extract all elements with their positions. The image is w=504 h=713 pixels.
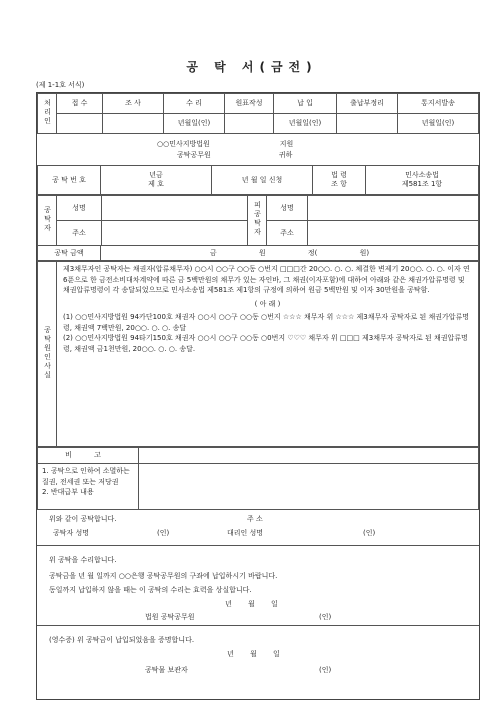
- accept-line-3: 동일까지 납입하지 않을 때는 이 공탁의 수리는 효력을 상실합니다.: [49, 586, 252, 594]
- process-side-label: 처리인: [38, 94, 57, 134]
- depositee-address-label: 주소: [267, 221, 308, 246]
- court-block: [157, 139, 357, 160]
- request-depositor-label: 공탁자 성명: [53, 529, 90, 537]
- form-frame: [36, 92, 480, 700]
- law-value: 민사소송법 제581조 1항: [366, 166, 479, 195]
- depositee-address-field[interactable]: [308, 221, 479, 246]
- process-table: [37, 93, 479, 134]
- request-seal-2: (인): [363, 529, 376, 537]
- request-line: 위와 같이 공탁합니다.: [49, 515, 117, 523]
- accept-section: [37, 545, 479, 626]
- remarks-text-2: 2. 반대급부 내용: [42, 488, 94, 496]
- court-branch: 지원: [279, 140, 294, 148]
- process-col-accept: 수 리: [164, 94, 225, 114]
- process-date-4[interactable]: [225, 114, 274, 134]
- remarks-field[interactable]: [139, 464, 479, 510]
- process-col-payment: 납 입: [274, 94, 337, 114]
- remarks-label: 비 고: [38, 448, 139, 464]
- cause-item-1: (1) ○○민사지방법원 94카단100호 채권자 ○○시 ○○구 ○○동 ○번지 ☆☆☆ 채무자 위 ☆☆☆ 제3채무자 공탁자로 된 채권가압류명령, 채권액 7백만원, 20○○. ○. ○. 송달: [63, 313, 470, 332]
- request-section: [37, 509, 479, 546]
- cause-item-2: (2) ○○민사지방법원 94타기150호 채권자 ○○시 ○○구 ○○동 ○0번지 ♡♡♡ 채무자 위 □□□ 제3채무자 공탁자로 된 채권압류명령, 채권액 금1천만원, 20○○. ○. ○. 송달.: [63, 334, 468, 353]
- form-number: (제 1-1호 서식): [36, 81, 85, 89]
- amount-table: [37, 245, 479, 261]
- accept-line-2: 공탁금을 년 월 일까지 ○○은행 공탁공무원의 구좌에 납입하시기 바랍니다.: [49, 572, 278, 580]
- deposit-info-table: [37, 165, 479, 195]
- accept-seal: (인): [319, 613, 332, 621]
- depositor-name-label: 성명: [57, 196, 102, 221]
- remarks-notes: [38, 464, 139, 510]
- depositee-label: 피공탁자: [248, 196, 267, 246]
- receipt-seal: (인): [319, 666, 332, 674]
- depositee-name-label: 성명: [267, 196, 308, 221]
- cause-label: 공탁원인사실: [38, 262, 57, 447]
- remarks-text-1: 1. 공탁으로 인하여 소멸하는 질권, 전세권 또는 저당권: [42, 467, 130, 486]
- process-date-1[interactable]: [57, 114, 103, 134]
- process-col-ledger: 출납부정리: [337, 94, 398, 114]
- remarks-field-top[interactable]: [139, 448, 479, 464]
- court-officer: 공탁공무원: [177, 150, 211, 159]
- process-col-record: 원표작성: [225, 94, 274, 114]
- accept-officer: 법원 공탁공무원: [145, 613, 195, 621]
- court-name: ○○민사지방법원: [157, 140, 210, 148]
- process-date-2[interactable]: [103, 114, 164, 134]
- depositor-name-field[interactable]: [102, 196, 248, 221]
- receipt-line: (영수증) 위 공탁금이 납입되었음을 증명합니다.: [49, 636, 195, 644]
- request-seal-1: (인): [157, 529, 170, 537]
- depositor-address-label: 주소: [57, 221, 102, 246]
- accept-line-1: 위 공탁을 수리합니다.: [49, 556, 117, 564]
- depositor-address-field[interactable]: [102, 221, 248, 246]
- request-address-label: 주 소: [247, 515, 263, 523]
- receipt-section: [37, 625, 479, 699]
- court-to: 귀하: [278, 150, 293, 159]
- amount-field[interactable]: 금 원 정( 원): [101, 246, 479, 261]
- depositor-label: 공탁자: [38, 196, 57, 246]
- cause-content: [57, 262, 479, 447]
- process-date-7[interactable]: 년월일(인): [398, 114, 479, 134]
- cause-text: 제3채무자인 공탁자는 채권자(압류채무자) ○○시 ○○구 ○○동 ○번지 □□□간 20○○. ○. ○. 체결한 변제기 20○○. ○. ○. 이자 연6푼으로 한 금전소비대차계약에 따른 금 5백만원의 채무가 있는 자인바, 그 채권(이자포함)에 대하여 아래와 같은 채권가압류명령 및 채권압류명령이 각 송달되었으므로 민사소송법 제581조 제1항의 규정에 의하여 원금 5백만원 및 이자 30만원을 공탁함.: [63, 265, 470, 294]
- process-date-3[interactable]: 년월일(인): [164, 114, 225, 134]
- parties-table: [37, 195, 479, 246]
- deposit-no-field[interactable]: [101, 166, 212, 195]
- apply-date-field[interactable]: 년 월 일 신청: [212, 166, 313, 195]
- law-label: 법 령 조 항: [313, 166, 366, 195]
- cause-table: [37, 261, 479, 447]
- cause-sub-title: ( 아 래 ): [254, 299, 281, 308]
- remarks-table: [37, 447, 479, 510]
- process-date-5[interactable]: 년월일(인): [274, 114, 337, 134]
- accept-date: 년 월 일: [225, 600, 278, 608]
- receipt-date: 년 월 일: [227, 650, 280, 658]
- process-col-receipt: 접 수: [57, 94, 103, 114]
- deposit-number-label: 제 호: [148, 180, 164, 188]
- request-agent-label: 대리인 성명: [227, 529, 264, 537]
- depositee-name-field[interactable]: [308, 196, 479, 221]
- deposit-year-label: 년금: [149, 171, 163, 179]
- amount-label: 공탁 금액: [38, 246, 101, 261]
- process-col-notice: 통지서발송: [398, 94, 479, 114]
- process-col-review: 조 사: [103, 94, 164, 114]
- process-date-6[interactable]: [337, 114, 398, 134]
- deposit-no-label: 공 탁 번 호: [38, 166, 101, 195]
- receipt-keeper: 공탁물 보관자: [145, 666, 188, 674]
- page-title: 공 탁 서(금전): [186, 60, 318, 74]
